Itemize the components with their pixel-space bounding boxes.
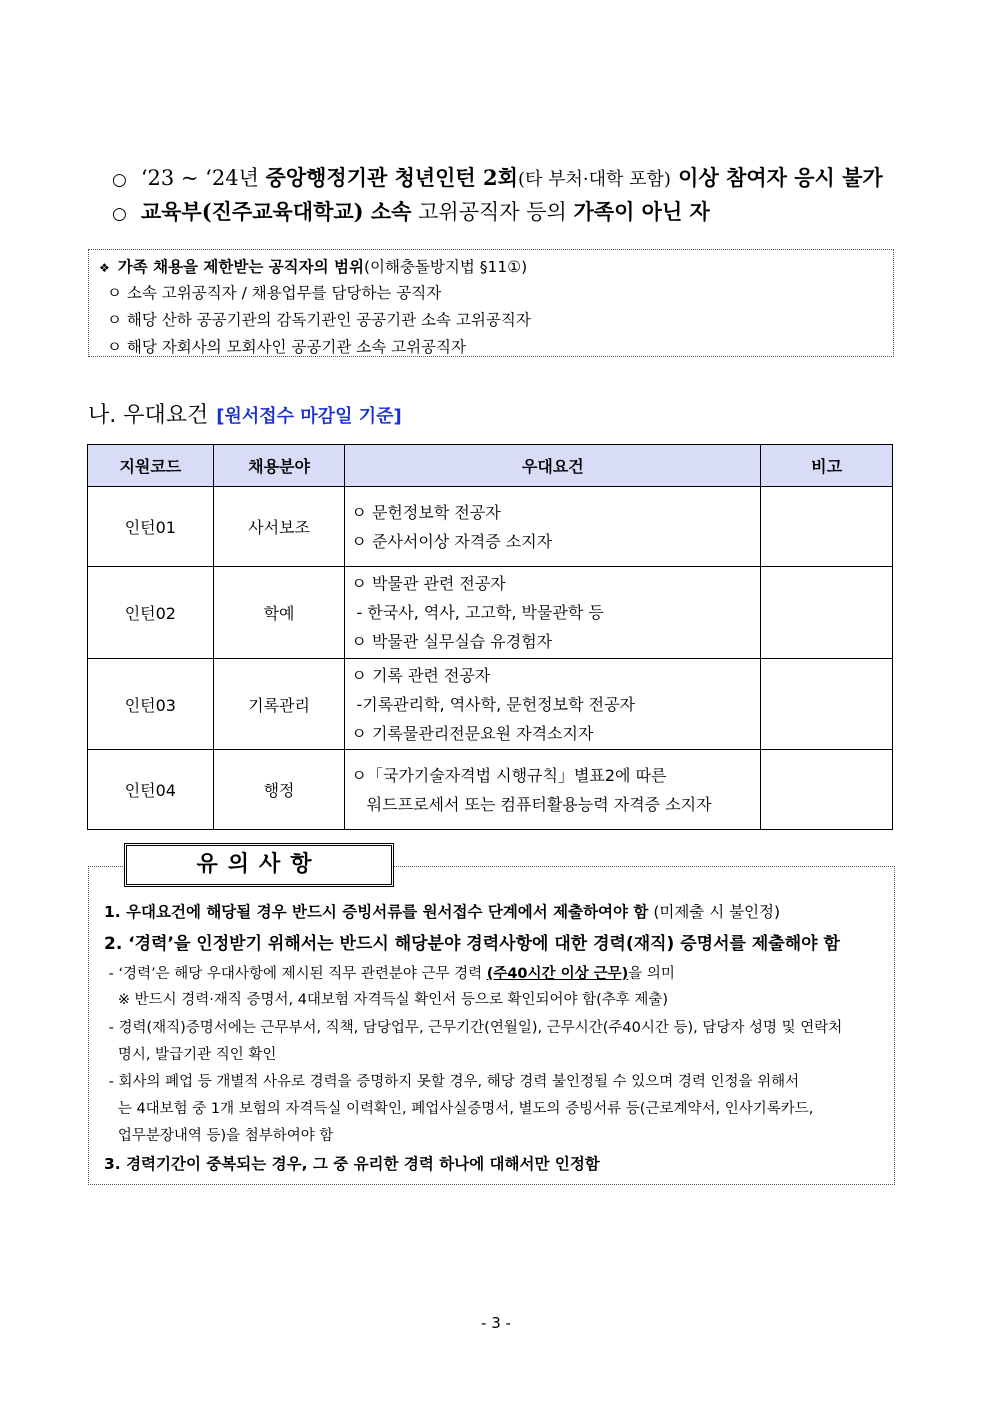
table-row	[88, 750, 893, 830]
eligibility-item-2: ○ 교육부(진주교육대학교) 소속 고위공직자 등의 가족이 아닌 자	[112, 199, 710, 224]
cell-code: 인턴01	[88, 487, 214, 567]
cell-requirements: ㅇ「국가기술자격법 시행규칙」별표2에 따른 워드프로세서 또는 컴퓨터활용능력 자격증 소지자	[345, 750, 761, 830]
note-2-detail-2: ※ 반드시 경력·재직 증명서, 4대보험 자격득실 확인서 등으로 확인되어야 함(추후 제출)	[104, 992, 669, 1008]
bullet-icon: ○	[112, 204, 127, 224]
note-3: 3. 경력기간이 중복되는 경우, 그 중 유리한 경력 하나에 대해서만 인정함	[104, 1155, 600, 1173]
header-note: 비고	[761, 445, 893, 487]
eligibility-item-1: ○ ‘23 ~ ‘24년 중앙행정기관 청년인턴 2회(타 부처·대학 포함) 이상 참여자 응시 불가	[112, 165, 883, 190]
cell-field: 기록관리	[213, 659, 345, 750]
note-2: 2. ‘경력’을 인정받기 위해서는 반드시 해당분야 경력사항에 대한 경력(재직) 증명서를 제출해야 함	[104, 934, 840, 954]
cell-requirements: ㅇ 박물관 관련 전공자 - 한국사, 역사, 고고학, 박물관학 등 ㅇ 박물관 실무실습 유경험자	[345, 567, 761, 659]
note-2-detail-4: - 회사의 폐업 등 개별적 사유로 경력을 증명하지 못할 경우, 해당 경력 불인정될 수 있으며 경력 인정을 위해서	[104, 1074, 800, 1090]
notes-title: 유의사항	[124, 843, 394, 887]
cell-requirements: ㅇ 문헌정보학 전공자 ㅇ 준사서이상 자격증 소지자	[345, 487, 761, 567]
header-field: 채용분야	[213, 445, 345, 487]
bullet-icon: ○	[112, 170, 127, 190]
cell-field: 사서보조	[213, 487, 345, 567]
table-row	[88, 567, 893, 659]
table-row	[88, 487, 893, 567]
note-2-detail-1: - ‘경력’은 해당 우대사항에 제시된 직무 관련분야 근무 경력 (주40시간 이상 근무)을 의미	[104, 966, 675, 982]
cell-note	[761, 567, 893, 659]
table-row	[88, 659, 893, 750]
diamond-icon: ❖	[99, 261, 110, 275]
cell-note	[761, 487, 893, 567]
cell-field: 학예	[213, 567, 345, 659]
family-box-line: ㅇ 해당 산하 공공기관의 감독기관인 공공기관 소속 고위공직자	[107, 311, 531, 329]
cell-code: 인턴04	[88, 750, 214, 830]
cell-field: 행정	[213, 750, 345, 830]
family-restriction-box	[88, 249, 894, 357]
header-requirements: 우대요건	[345, 445, 761, 487]
cell-note	[761, 750, 893, 830]
note-1: 1. 우대요건에 해당될 경우 반드시 증빙서류를 원서접수 단계에서 제출하여야 함 (미제출 시 불인정)	[104, 903, 781, 921]
table-header-row	[88, 445, 893, 487]
page-number: - 3 -	[481, 1314, 511, 1332]
preference-table	[87, 444, 893, 830]
cell-requirements: ㅇ 기록 관련 전공자 -기록관리학, 역사학, 문헌정보학 전공자 ㅇ 기록물관리전문요원 자격소지자	[345, 659, 761, 750]
cell-note	[761, 659, 893, 750]
section-note: [원서접수 마감일 기준]	[216, 406, 402, 427]
note-2-detail-3b: 명시, 발급기관 직인 확인	[104, 1047, 277, 1063]
note-2-detail-4c: 업무분장내역 등)을 첨부하여야 함	[104, 1128, 334, 1144]
family-box-line: ㅇ 소속 고위공직자 / 채용업무를 담당하는 공직자	[107, 284, 442, 302]
family-box-title: ❖ 가족 채용을 제한받는 공직자의 범위(이해충돌방지법 §11①)	[99, 258, 528, 276]
note-2-detail-3: - 경력(재직)증명서에는 근무부서, 직책, 담당업무, 근무기간(연월일), 근무시간(주40시간 등), 담당자 성명 및 연락처	[104, 1020, 843, 1036]
note-2-detail-4b: 는 4대보험 중 1개 보험의 자격득실 이력확인, 폐업사실증명서, 별도의 증빙서류 등(근로계약서, 인사기록카드,	[104, 1101, 814, 1117]
cell-code: 인턴02	[88, 567, 214, 659]
cell-code: 인턴03	[88, 659, 214, 750]
section-title: 나. 우대요건 [원서접수 마감일 기준]	[88, 403, 402, 428]
family-box-line: ㅇ 해당 자회사의 모회사인 공공기관 소속 고위공직자	[107, 338, 466, 356]
header-code: 지원코드	[88, 445, 214, 487]
